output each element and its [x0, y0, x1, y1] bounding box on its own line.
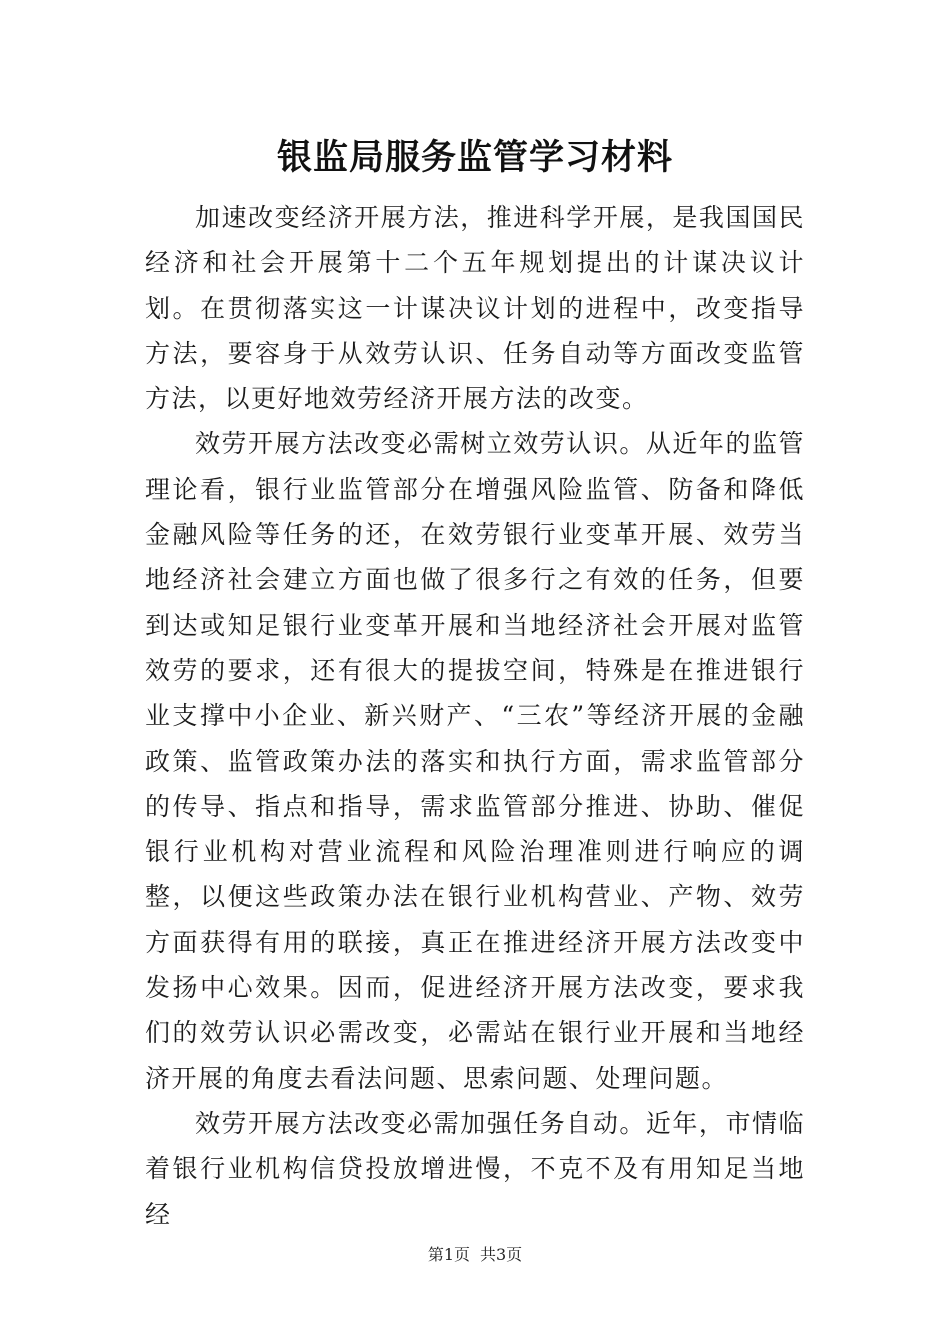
page-footer: [0, 1242, 950, 1265]
page-total: 共3页: [480, 1245, 523, 1264]
paragraph: 加速改变经济开展方法，推进科学开展，是我国国民经济和社会开展第十二个五年规划提出的计谋决议计划。在贯彻落实这一计谋决议计划的进程中，改变指导方法，要容身于从效劳认识、任务自动等方面改变监管方法，以更好地效劳经济开展方法的改变。: [145, 203, 805, 414]
document-title: 银监局服务监管学习材料: [276, 137, 673, 178]
paragraph: 效劳开展方法改变必需树立效劳认识。从近年的监管理论看，银行业监管部分在增强风险监管、防备和降低金融风险等任务的还，在效劳银行业变革开展、效劳当地经济社会建立方面也做了很多行之有效的任务，但要到达或知足银行业变革开展和当地经济社会开展对监管效劳的要求，还有很大的提拔空间，特殊是在推进银行业支撑中小企业、新兴财产、“三农”等经济开展的金融政策、监管政策办法的落实和执行方面，需求监管部分的传导、指点和指导，需求监管部分推进、协助、催促银行业机构对营业流程和风险治理准则进行响应的调整，以便这些政策办法在银行业机构营业、产物、效劳方面获得有用的联接，真正在推进经济开展方法改变中发扬中心效果。因而，促进经济开展方法改变，要求我们的效劳认识必需改变，必需站在银行业开展和当地经济开展的角度去看法问题、思索问题、处理问题。: [145, 429, 805, 1093]
document-body: [145, 195, 805, 1237]
page-number: 第1页: [427, 1245, 470, 1264]
paragraph: 效劳开展方法改变必需加强任务自动。近年，市情临着银行业机构信贷投放增进慢，不克不及有用知足当地经: [145, 1108, 805, 1229]
